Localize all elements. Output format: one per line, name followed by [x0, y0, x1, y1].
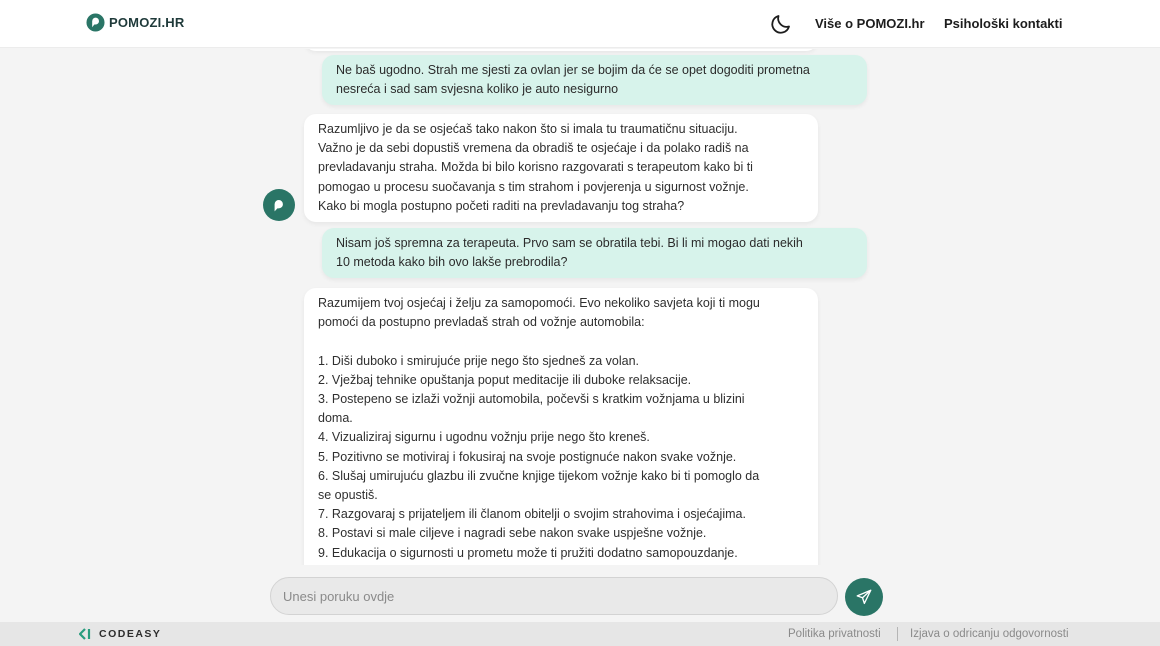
previous-message-edge: [304, 49, 818, 51]
user-message: Ne baš ugodno. Strah me sjesti za ovlan jer se bojim da će se opet dogoditi prometna nesreća i sad sam svjesna koliko je auto nesigurno: [322, 55, 867, 105]
pomozi-logo[interactable]: [86, 13, 184, 32]
send-button[interactable]: [845, 578, 883, 616]
user-message: Nisam još spremna za terapeuta. Prvo sam se obratila tebi. Bi li mi mogao dati nekih 10 metoda kako bih ovo lakše prebrodila?: [322, 228, 867, 278]
logo-text: POMOZI.HR: [109, 15, 185, 30]
disclaimer-link[interactable]: Izjava o odricanju odgovornosti: [910, 628, 1069, 640]
bot-avatar: [263, 189, 295, 221]
message-input[interactable]: [270, 577, 838, 615]
message-composer: [0, 570, 1160, 620]
chat-thread[interactable]: [0, 49, 1160, 565]
speech-bubble-logo-icon: [86, 13, 105, 32]
codeasy-logo[interactable]: [79, 628, 161, 640]
moon-icon[interactable]: [769, 12, 793, 36]
paper-plane-icon: [855, 588, 873, 606]
privacy-policy-link[interactable]: Politika privatnosti: [788, 628, 881, 640]
nav-link-psych-contacts[interactable]: Psihološki kontakti: [944, 16, 1063, 31]
footer: [0, 622, 1160, 646]
nav-link-about[interactable]: Više o POMOZI.hr: [815, 16, 925, 31]
speech-bubble-icon: [271, 197, 287, 213]
codeasy-logo-text: CODEASY: [99, 628, 162, 640]
bot-message: Razumljivo je da se osjećaš tako nakon što si imala tu traumatičnu situaciju. Važno je da sebi dopustiš vremena da obradiš te osjećaje i da polako radiš na prevladavanju straha. Možda bi bilo korisno razgovarati s terapeutom kako bi ti pomogao u procesu suočavanja s tim strahom i povjerenja u sigurnost vožnje. Kako bi mogla postupno početi raditi na prevladavanju tog straha?: [304, 114, 818, 222]
footer-divider: [897, 627, 898, 641]
top-navbar: [0, 0, 1160, 48]
codeasy-mark-icon: [79, 628, 95, 640]
bot-message: Razumijem tvoj osjećaj i želju za samopomoći. Evo nekoliko savjeta koji ti mogu pomoći da postupno prevladaš strah od vožnje automobila: 1. Diši duboko i smirujuće prije nego što sjedneš za volan. 2. Vježbaj tehnike opuštanja poput meditacije ili duboke relaksacije. 3. Postepeno se izlaži vožnji automobila, počevši s kratkim vožnjama u blizini doma. 4. Vizualiziraj sigurnu i ugodnu vožnju prije nego što kreneš. 5. Pozitivno se motiviraj i fokusiraj na svoje postignuće nakon svake vožnje. 6. Slušaj umirujuću glazbu ili zvučne knjige tijekom vožnje kako bi ti pomoglo da se opustiš. 7. Razgovaraj s prijateljem ili članom obitelji o svojim strahovima i osjećajima. 8. Postavi si male ciljeve i nagradi sebe nakon svake uspješne vožnje. 9. Edukacija o sigurnosti u prometu može ti pružiti dodatno samopouzdanje.: [304, 288, 818, 565]
